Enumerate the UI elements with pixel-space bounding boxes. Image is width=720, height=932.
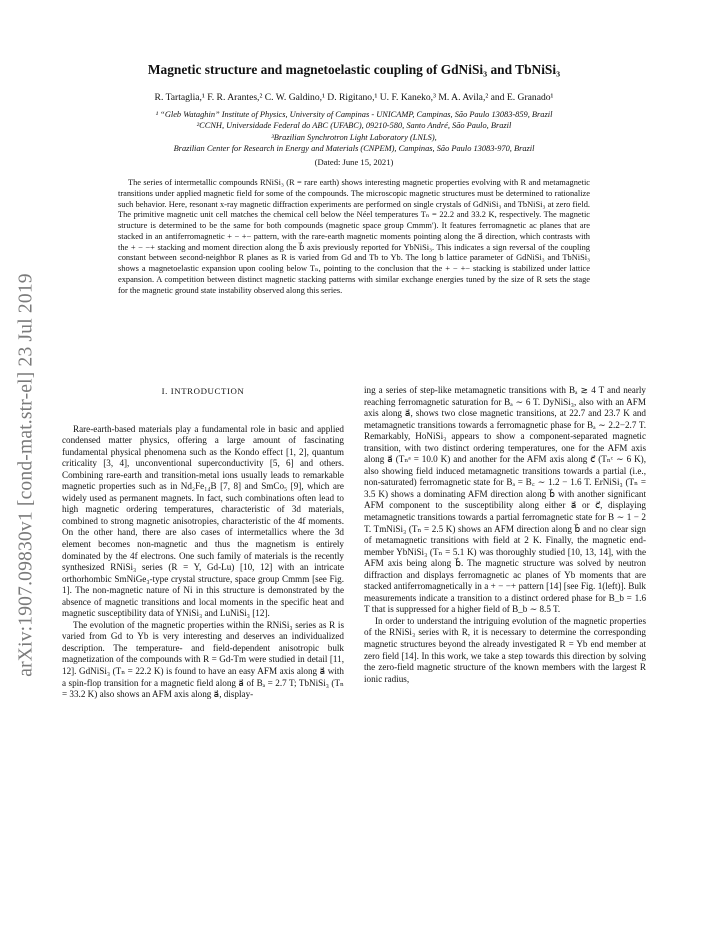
abstract: The series of intermetallic compounds RNiSi₃ (R = rare earth) shows interesting magnetic properties evolving with R and metamagnetic transitions under applied magnetic field for some of the compounds. The microscopic magnetic structures must be determined to rationalize such behavior. Here, resonant x-ray magnetic diffraction experiments are performed on single crystals of GdNiSi₃ and TbNiSi₃ at zero field. The primitive magnetic unit cell matches the chemical cell below the Néel temperatures Tₙ = 22.2 and 33.2 K, respectively. The magnetic structure is determined to be the same for both compounds (magnetic space group Cmmm′). It features ferromagnetic ac planes that are stacked in an antiferromagnetic + − +− pattern, with the rare-earth magnetic moments pointing along the a⃗ direction, which contrasts with the + − −+ stacking and moment direction along the b⃗ axis previously reported for YbNiSi₃. This indicates a sign reversal of the coupling constant between second-neighbor R planes as R is varied from Gd and Tb to Yb. The long b lattice parameter of GdNiSi₃ and TbNiSi₃ shows a magnetoelastic expansion upon cooling below Tₙ, pointing to the conclusion that the + − +− stacking is stabilized under lattice expansion. A competition between distinct magnetic stacking patterns with similar exchange energies tuned by the size of R sets the stage for the magnetic ground state instability observed along this series. [118, 178, 590, 295]
paragraph: Rare-earth-based materials play a fundamental role in basic and applied condensed matter physics, offering a large amount of fascinating fundamental physical phenomena such as the Kondo effect [1, 2], quantum criticality [3, 4], unconventional superconductivity [5, 6] and others. Combining rare-earth and transition-metal ions usually leads to remarkable magnetic properties such as in Nd₂Fe₁₄B [7, 8] and SmCo₅ [9], which are widely used as permanent magnets. In fact, such combinations often lead to high magnetic ordering temperatures, characteristic of 3d materials, combined to strong magnetic anisotropies, characteristic of the 4f moments. On the other hand, there are also cases of intermetallics where the 3d element becomes non-magnetic and thus the magnetism is entirely dominated by the 4f electrons. One such family of materials is the recently synthesized RNiSi₃ series (R = Y, Gd-Lu) [10, 12] with an intricate orthorhombic SmNiGe₃-type crystal structure, space group Cmmm [see Fig. 1]. The non-magnetic nature of Ni in this structure is demonstrated by the absence of magnetic transitions and local moments in the specific heat and magnetic susceptibility data of YNiSi₃ and LuNiSi₃ [12]. [62, 423, 344, 619]
affiliations [62, 109, 646, 155]
affiliation-3: ³Brazilian Synchrotron Light Laboratory (LNLS), [271, 132, 437, 142]
paper-title: Magnetic structure and magnetoelastic coupling of GdNiSi₃ and TbNiSi₃ [147, 62, 561, 77]
author-list: R. Tartaglia,¹ F. R. Arantes,² C. W. Galdino,¹ D. Rigitano,¹ U. F. Kaneko,³ M. A. Avila,² and E. Granado¹ [154, 92, 554, 103]
paragraph: In order to understand the intriguing evolution of the magnetic properties of the RNiSi₃ series with R, it is necessary to determine the corresponding magnetic structures beyond the already investigated R = Yb end member at zero field [14]. In this work, we take a step towards this direction by solving the zero-field magnetic structure of the known members with the largest R ionic radius, [364, 615, 646, 684]
affiliation-1: ¹ “Gleb Wataghin” Institute of Physics, University of Campinas - UNICAMP, Campinas, São Paulo 13083-859, Brazil [155, 110, 553, 119]
right-column [364, 385, 646, 685]
paragraph: The evolution of the magnetic properties within the RNiSi₃ series as R is varied from Gd to Yb is very interesting and deserves an individualized description. The temperature- and field-dependent anisotropic bulk magnetization of the compounds with R = Gd-Tm were studied in detail [11, 12]. GdNiSi₃ (Tₙ = 22.2 K) is found to have an easy AFM axis along a⃗ with a spin-flop transition for a magnetic field along a⃗ of Bₐ = 2.7 T; TbNiSi₃ (Tₙ = 33.2 K) also shows an AFM axis along a⃗, display- [62, 619, 344, 700]
date-line: (Dated: June 15, 2021) [314, 157, 394, 167]
section-heading: I. INTRODUCTION [161, 386, 245, 396]
affiliation-2: ²CCNH, Universidade Federal do ABC (UFABC), 09210-580, Santo André, São Paulo, Brazil [196, 121, 512, 131]
paragraph: ing a series of step-like metamagnetic transitions with Bₐ ≳ 4 T and nearly reaching ferromagnetic saturation for Bₐ ∼ 6 T. DyNiSi₃, also with an AFM axis along a⃗, shows two close magnetic transitions, at 22.7 and 23.7 K and metamagnetic transitions towards a ferromagnetic phase for Bₐ ∼ 2.2−2.7 T. Remarkably, HoNiSi₃ appears to show a component-separated magnetic transition, with two distinct ordering temperatures, one for the AFM axis along a⃗ (Tₙᵃ = 10.0 K) and another for the AFM axis along c⃗ (Tₙᶜ ∼ 6 K), also showing field induced metamagnetic transitions towards a partial (i.e., non-saturated) ferromagnetic state for Bₐ = B꜀ ∼ 1.2 − 1.6 T. ErNiSi₃ (Tₙ = 3.5 K) shows a dominating AFM direction along b⃗ with another significant AFM component to the susceptibility along either a⃗ or c⃗, displaying metamagnetic transitions towards a partial ferromagnetic state for B ∼ 1 − 2 T. TmNiSi₃ (Tₙ = 2.5 K) shows an AFM direction along b⃗ and no clear sign of metamagnetic transitions with field at 2 K. Finally, the magnetic end-member YbNiSi₃ (Tₙ = 5.1 K) was thoroughly studied [10, 13, 14], with the AFM axis being along b⃗. The magnetic structure was solved by neutron diffraction and displays ferromagnetic ac planes of Yb moments that are stacked antiferromagnetically in a + − −+ pattern [14] [see Fig. 1(left)]. Bulk measurements indicate a transition to a distinct ordered phase for B_b = 1.6 T that is suppressed for a higher field of B_b ∼ 8.5 T. [364, 385, 646, 615]
arxiv-stamp [14, 255, 40, 695]
left-column [62, 385, 344, 701]
arxiv-stamp-text: arXiv:1907.09830v1 [cond-mat.str-el] 23 Jul 2019 [16, 273, 38, 677]
affiliation-4: Brazilian Center for Research in Energy and Materials (CNPEM), Campinas, São Paulo 13083-970, Brazil [173, 144, 535, 154]
